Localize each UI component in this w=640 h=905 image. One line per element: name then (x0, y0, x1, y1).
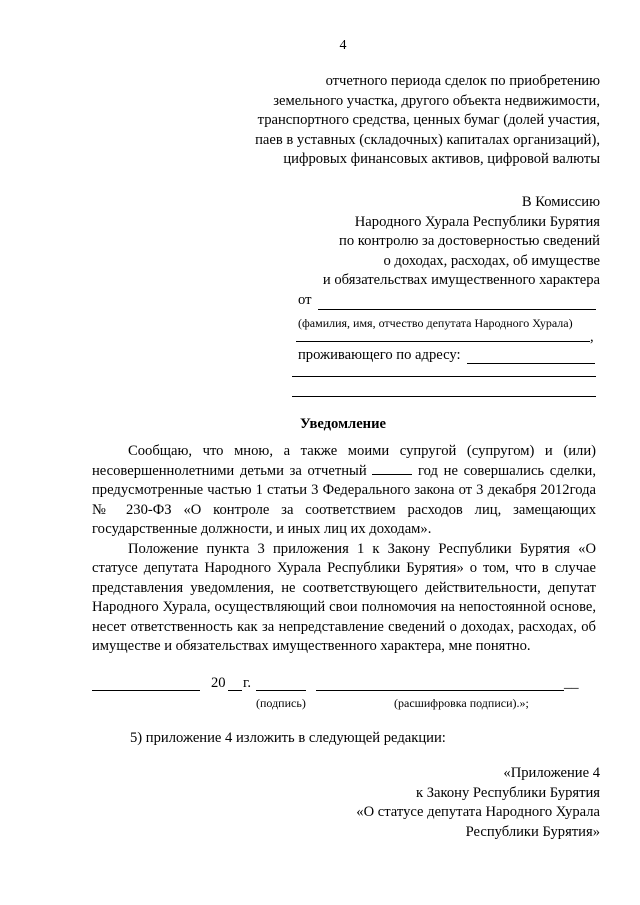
paragraph-2: Положение пункта 3 приложения 1 к Закону Республики Бурятия «О статусе депутата Народного Хурала Республики Бурятия» о том, что в случае представления уведомления, не соответствующего действительности, депутат Народного Хурала, осуществляющий свои полномочия на непостоянной основе, несет ответственность как за непредставление сведений о доходах, расходах, об имуществе и обязательствах имущественного характера, мне понятно. (92, 540, 596, 654)
address-label: проживающего по адресу: (298, 347, 461, 363)
title-line: цифровых финансовых активов, цифровой валюты (283, 151, 600, 167)
from-label: от (298, 292, 312, 308)
appendix-line: Республики Бурятия» (465, 823, 600, 840)
addressee-line: и обязательствах имущественного характера (322, 272, 600, 288)
signature-decoding-line[interactable] (316, 678, 564, 691)
title-line: транспортного средства, ценных бумаг (долей участия, (257, 112, 600, 128)
paragraph-1 (92, 442, 596, 540)
decoding-caption: (расшифровка подписи).»; (394, 696, 529, 710)
title-line: паев в уставных (складочных) капиталах организаций), (255, 131, 600, 148)
title-line: отчетного периода сделок по приобретению (325, 73, 600, 89)
appendix-line: «Приложение 4 (503, 765, 600, 781)
from-caption: (фамилия, имя, отчество депутата Народного Хурала) (298, 316, 573, 330)
title-line: земельного участка, другого объекта недвижимости, (273, 92, 600, 109)
address-line[interactable] (467, 350, 595, 364)
year-blank-line[interactable] (372, 462, 412, 475)
appendix-line: к Закону Республики Бурятия (415, 784, 600, 801)
addressee-block (323, 193, 600, 291)
appendix-line: «О статусе депутата Народного Хурала (356, 804, 600, 820)
date-year-prefix: 20 (211, 675, 226, 691)
addressee-line: о доходах, расходах, об имуществе (383, 252, 600, 269)
addressee-line: по контролю за достоверностью сведений (339, 233, 600, 249)
date-year-line[interactable] (228, 678, 242, 691)
address-line-3[interactable] (292, 384, 596, 397)
addressee-line: В Комиссию (521, 194, 600, 210)
date-year-suffix: г. (243, 675, 251, 691)
page-number: 4 (339, 38, 347, 53)
signature-line-end: __ (564, 675, 579, 691)
appendix-header (356, 764, 600, 842)
notice-body (92, 442, 596, 657)
from-name-line-2[interactable] (296, 328, 590, 342)
item-5: 5) приложение 4 изложить в следующей редакции: (130, 730, 446, 746)
addressee-line: Народного Хурала Республики Бурятия (354, 213, 600, 230)
date-day-line[interactable] (92, 678, 200, 691)
signature-line[interactable] (256, 678, 306, 691)
paragraph-1-part-2: год не совершались сделки, предусмотренные частью 1 статьи 3 Федерального закона от 3 декабря 2012года № 230-ФЗ «О контроле за соответствием расходов лиц, замещающих государственные должности, и иных лиц их доходам». (92, 462, 596, 537)
comma: , (590, 329, 594, 345)
notice-heading: Уведомление (300, 416, 386, 432)
from-name-line[interactable] (318, 296, 596, 310)
paragraph-1-part-1: Сообщаю, что мною, а также моими супругой (супругом) и (или) несовершеннолетними детьми за отчетный (92, 443, 596, 479)
signature-caption: (подпись) (256, 696, 306, 710)
address-line-2[interactable] (292, 364, 596, 377)
document-title-continuation (255, 72, 600, 170)
